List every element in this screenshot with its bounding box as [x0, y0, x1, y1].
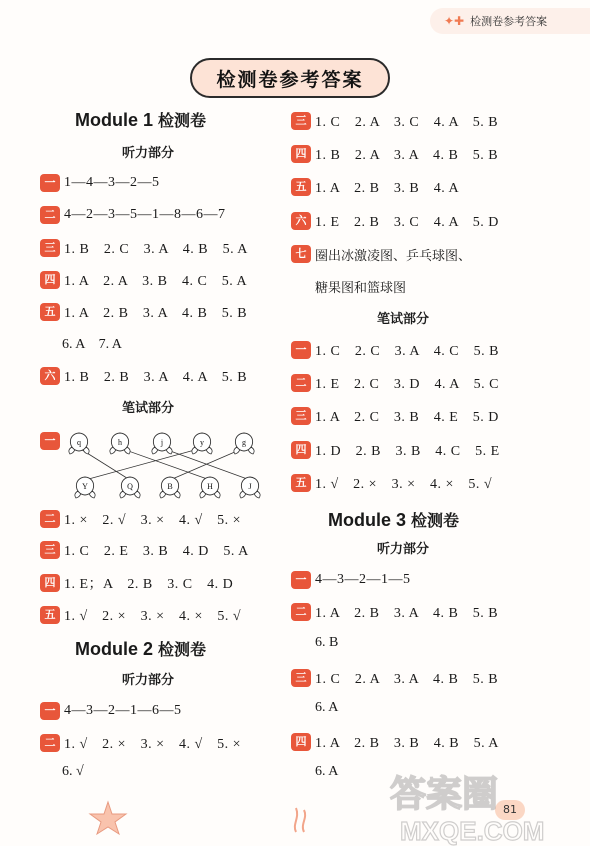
m2-listening-q7: [291, 243, 471, 265]
peach-top-2: [152, 433, 172, 454]
peach-letter: J: [248, 482, 252, 491]
module2-title-en: Module 2: [75, 639, 154, 659]
m2-listening-q3: [291, 110, 498, 132]
badge-one: 一: [291, 341, 311, 359]
peach-letter: h: [118, 438, 122, 447]
m1-writing-q3: [40, 539, 249, 561]
peach-letter: H: [207, 482, 213, 491]
m1-listening-q4: [40, 269, 247, 291]
badge-four: 四: [40, 574, 60, 592]
m2-listening-q5: [291, 176, 459, 198]
m1-writing-q2: [40, 508, 241, 530]
m2-listening-q1: [40, 700, 182, 722]
answer-text: 4—3—2—1—6—5: [64, 703, 182, 718]
badge-three: 三: [40, 541, 60, 559]
module2-listening-heading: 听力部分: [122, 673, 175, 688]
badge-four: 四: [291, 733, 311, 751]
peach-top-0: [69, 433, 89, 454]
watermark-logo: [380, 762, 580, 846]
badge-one: 一: [40, 702, 60, 720]
answer-text: 4—3—2—1—5: [315, 572, 411, 587]
m2-listening-q7-cont: 糖果图和篮球图: [315, 281, 407, 296]
answer-text: 1. B 2. B 3. A 4. A 5. B: [64, 370, 248, 385]
peach-letter: B: [167, 482, 173, 491]
answer-text: 1—4—3—2—5: [64, 175, 160, 190]
peach-letter: y: [200, 438, 204, 447]
answer-text: 1. A 2. C 3. B 4. E 5. D: [315, 410, 499, 425]
m2-writing-q5: [291, 472, 492, 494]
module1-title-cn: 检测卷: [158, 111, 207, 130]
badge-six: 六: [291, 212, 311, 230]
m1-writing-q5: [40, 604, 241, 626]
badge-five: 五: [291, 178, 311, 196]
badge-three: 三: [40, 239, 60, 257]
m1-listening-q5-cont: 6. A 7. A: [62, 337, 122, 352]
peach-letter: Q: [127, 482, 133, 491]
m1-listening-q6: [40, 365, 247, 387]
m1-writing-q4: [40, 572, 233, 594]
badge-five: 五: [291, 474, 311, 492]
badge-two: 二: [291, 603, 311, 621]
m3-listening-q4: [291, 731, 499, 753]
header-tab-label: 检测卷参考答案: [470, 15, 548, 28]
m1-listening-q3: [40, 237, 248, 259]
svg-text:答案圈: 答案圈: [390, 774, 499, 815]
badge-five: 五: [40, 303, 60, 321]
peach-letter: Y: [82, 482, 88, 491]
answer-text: 1. A 2. B 3. B 4. A: [315, 181, 460, 196]
m3-listening-q1: [291, 569, 411, 591]
answer-text: 1. A 2. B 3. A 4. B 5. B: [315, 606, 499, 621]
matching-lines: [79, 448, 250, 480]
badge-one: 一: [40, 432, 60, 450]
answer-text: 1. C 2. C 3. A 4. C 5. B: [315, 344, 499, 359]
answer-text: 1. E 2. B 3. C 4. A 5. D: [315, 215, 499, 230]
m2-listening-q2-cont: 6. √: [62, 764, 84, 779]
badge-seven: 七: [291, 245, 311, 263]
m3-listening-q2: [291, 601, 498, 623]
m2-listening-q4: [291, 143, 498, 165]
peach-letter: j: [160, 438, 164, 447]
badge-one: 一: [40, 174, 60, 192]
answer-text: 1. × 2. √ 3. × 4. √ 5. ×: [64, 513, 242, 528]
answer-text: 1. C 2. E 3. B 4. D 5. A: [64, 544, 249, 559]
answer-text: 1. A 2. B 3. B 4. B 5. A: [315, 736, 499, 751]
m1-listening-q1: [40, 172, 160, 194]
module1-listening-heading: 听力部分: [122, 146, 175, 161]
answer-text: 1. √ 2. × 3. × 4. × 5. √: [315, 477, 493, 492]
answer-text: 1. C 2. A 3. C 4. A 5. B: [315, 115, 499, 130]
module3-title-en: Module 3: [328, 510, 407, 530]
peach-top-3: [192, 433, 212, 454]
m2-listening-q2: [40, 732, 241, 754]
seaweed-decoration-icon: [290, 806, 310, 834]
svg-text:MXQE.COM: MXQE.COM: [400, 816, 545, 846]
answer-text: 1. B 2. C 3. A 4. B 5. A: [64, 242, 248, 257]
m1-writing-q1: [40, 430, 64, 452]
module3-title-cn: 检测卷: [411, 511, 460, 530]
peach-bottom-4: [240, 477, 260, 498]
m3-listening-q4-cont: 6. A: [315, 764, 339, 779]
module3-title: [328, 508, 459, 531]
m2-listening-q6: [291, 210, 499, 232]
module1-title: [75, 108, 206, 131]
answer-text: 1. C 2. A 3. A 4. B 5. B: [315, 672, 499, 687]
peach-top-1: [110, 433, 130, 454]
module1-title-en: Module 1: [75, 110, 154, 130]
badge-two: 二: [291, 374, 311, 392]
badge-four: 四: [291, 441, 311, 459]
m2-writing-q3: [291, 405, 499, 427]
m2-writing-q2: [291, 372, 499, 394]
peach-bottom-1: [120, 477, 140, 498]
peach-top-4: [234, 433, 254, 454]
module2-writing-heading: 笔试部分: [377, 312, 430, 327]
peach-bottom-3: [200, 477, 220, 498]
module2-title-cn: 检测卷: [158, 640, 207, 659]
badge-three: 三: [291, 669, 311, 687]
m2-writing-q1: [291, 339, 499, 361]
module2-title: [75, 637, 206, 660]
m3-listening-q2-cont: 6. B: [315, 635, 339, 650]
badge-four: 四: [291, 145, 311, 163]
page-title-banner: [190, 58, 390, 98]
badge-two: 二: [40, 510, 60, 528]
peach-bottom-0: [75, 477, 95, 498]
page-number: 81: [495, 800, 525, 820]
m3-listening-q3: [291, 667, 498, 689]
peach-letter: g: [242, 438, 246, 447]
badge-two: 二: [40, 734, 60, 752]
peach-bottom-2: [160, 477, 180, 498]
header-tab: [430, 8, 590, 34]
answer-text: 圈出冰激凌图、乒乓球图、: [315, 248, 472, 264]
m2-writing-q4: [291, 439, 500, 461]
answer-text: 1. √ 2. × 3. × 4. √ 5. ×: [64, 737, 242, 752]
badge-two: 二: [40, 206, 60, 224]
module1-writing-heading: 笔试部分: [122, 401, 175, 416]
badge-four: 四: [40, 271, 60, 289]
answer-text: 1. D 2. B 3. B 4. C 5. E: [315, 444, 500, 459]
m1-listening-q2: [40, 204, 226, 226]
sparkle-icon: ✦✚: [444, 14, 465, 28]
badge-three: 三: [291, 407, 311, 425]
m1-listening-q5: [40, 301, 247, 323]
badge-six: 六: [40, 367, 60, 385]
answer-text: 1. A 2. A 3. B 4. C 5. A: [64, 274, 248, 289]
answer-text: 4—2—3—5—1—8—6—7: [64, 207, 226, 222]
page-title: 检测卷参考答案: [216, 68, 364, 91]
answer-text: 1. B 2. A 3. A 4. B 5. B: [315, 148, 499, 163]
answer-text: 1. E 2. C 3. D 4. A 5. C: [315, 377, 499, 392]
starfish-decoration-icon: [88, 800, 128, 836]
m3-listening-q3-cont: 6. A: [315, 700, 339, 715]
peach-matching-diagram: [62, 430, 267, 500]
peach-letter: q: [77, 438, 81, 447]
answer-text: 1. E；A 2. B 3. C 4. D: [64, 577, 234, 592]
badge-one: 一: [291, 571, 311, 589]
answer-text: 1. A 2. B 3. A 4. B 5. B: [64, 306, 248, 321]
answer-text: 1. √ 2. × 3. × 4. × 5. √: [64, 609, 242, 624]
module3-listening-heading: 听力部分: [377, 542, 430, 557]
badge-five: 五: [40, 606, 60, 624]
badge-three: 三: [291, 112, 311, 130]
